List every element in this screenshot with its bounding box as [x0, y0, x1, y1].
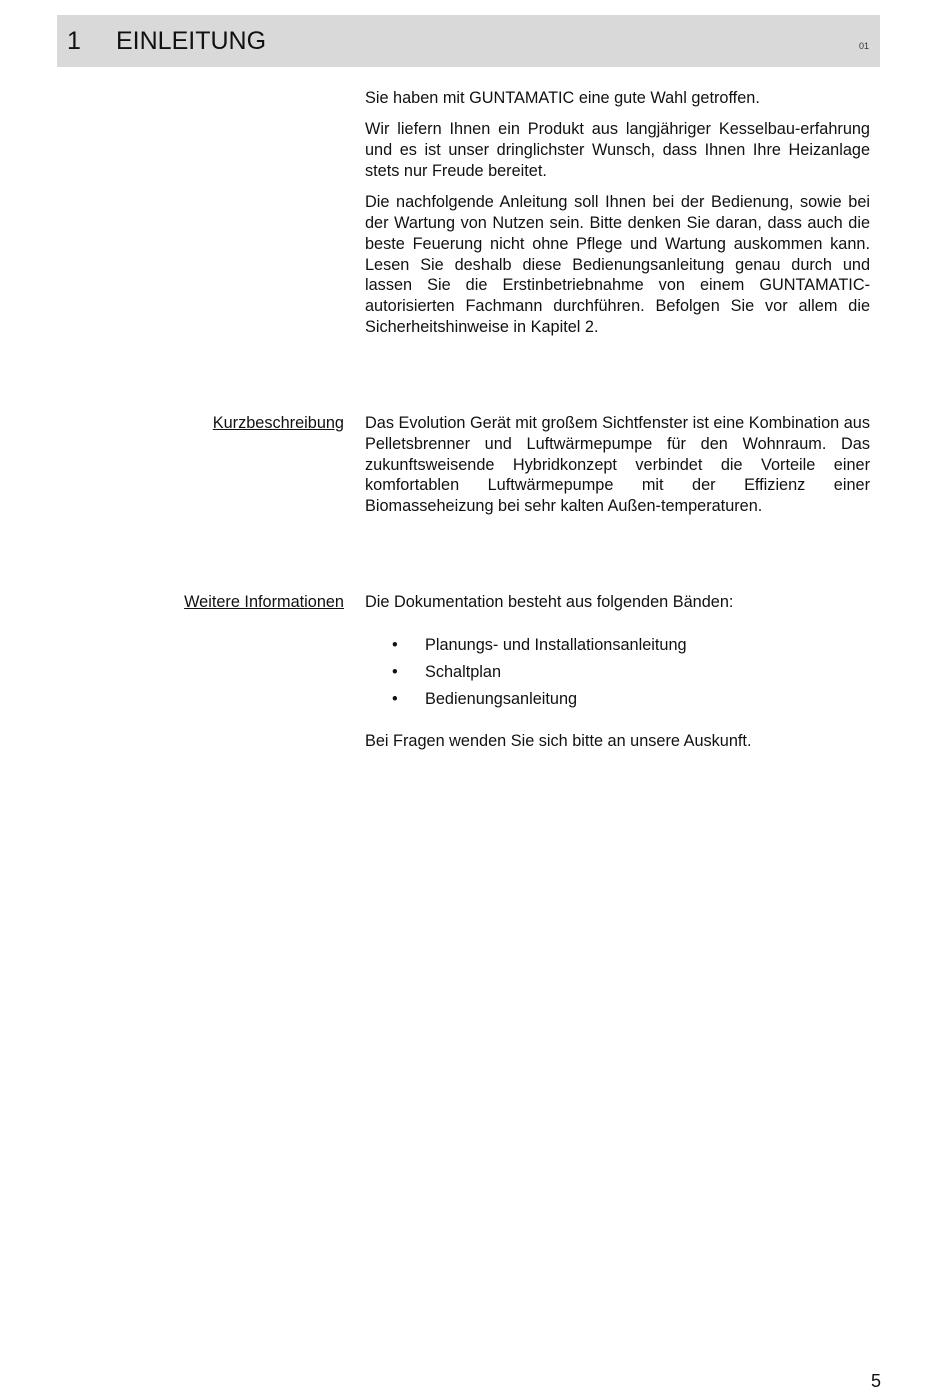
weitere-informationen-section	[365, 592, 870, 752]
list-item-label: Schaltplan	[425, 662, 502, 681]
intro-paragraph: Wir liefern Ihnen ein Produkt aus langjähriger Kesselbau-erfahrung und es ist unser dringlichster Wunsch, dass Ihnen Ihre Heizanlage stets nur Freude bereitet.	[365, 120, 870, 180]
page-number: 5	[871, 1371, 882, 1391]
documentation-intro: Die Dokumentation besteht aus folgenden Bänden:	[365, 593, 734, 611]
list-item-label: Planungs- und Installationsanleitung	[425, 635, 687, 654]
list-item-label: Bedienungsanleitung	[425, 689, 578, 708]
bullet-icon: •	[392, 689, 398, 708]
closing-text: Bei Fragen wenden Sie sich bitte an unsere Auskunft.	[365, 731, 752, 750]
kurzbeschreibung-section	[365, 413, 870, 517]
bullet-icon: •	[392, 662, 398, 681]
list-item	[365, 635, 870, 662]
intro-paragraph: Die nachfolgende Anleitung soll Ihnen bei der Bedienung, sowie bei der Wartung von Nutzen sein. Bitte denken Sie daran, dass auch die beste Feuerung nicht ohne Pflege und Wartung auskommen kann. Lesen Sie deshalb diese Bedienungsanleitung genau durch und lassen Sie die Erstinbetriebnahme von einem GUNTAMATIC-autorisierten Fachmann durchführen. Befolgen Sie vor allem die Sicherheitshinweise in Kapitel 2.	[365, 193, 870, 336]
documentation-list	[365, 635, 870, 716]
intro-section	[365, 88, 870, 338]
list-item	[365, 662, 870, 689]
chapter-header	[57, 15, 880, 67]
intro-paragraph: Sie haben mit GUNTAMATIC eine gute Wahl getroffen.	[365, 89, 760, 107]
section-code: 01	[858, 41, 869, 51]
bullet-icon: •	[392, 635, 398, 654]
list-item	[365, 689, 870, 716]
weitere-informationen-label: Weitere Informationen	[184, 593, 344, 611]
chapter-title: EINLEITUNG	[116, 27, 267, 55]
kurzbeschreibung-text: Das Evolution Gerät mit großem Sichtfenster ist eine Kombination aus Pelletsbrenner und Luftwärmepumpe für den Wohnraum. Das zukunftsweisende Hybridkonzept verbindet die Vorteile einer komfortablen Luftwärmepumpe mit der Effizienz einer Biomasseheizung bei sehr kalten Außen-temperaturen.	[365, 414, 870, 516]
kurzbeschreibung-label: Kurzbeschreibung	[212, 414, 344, 432]
chapter-number: 1	[67, 27, 81, 55]
